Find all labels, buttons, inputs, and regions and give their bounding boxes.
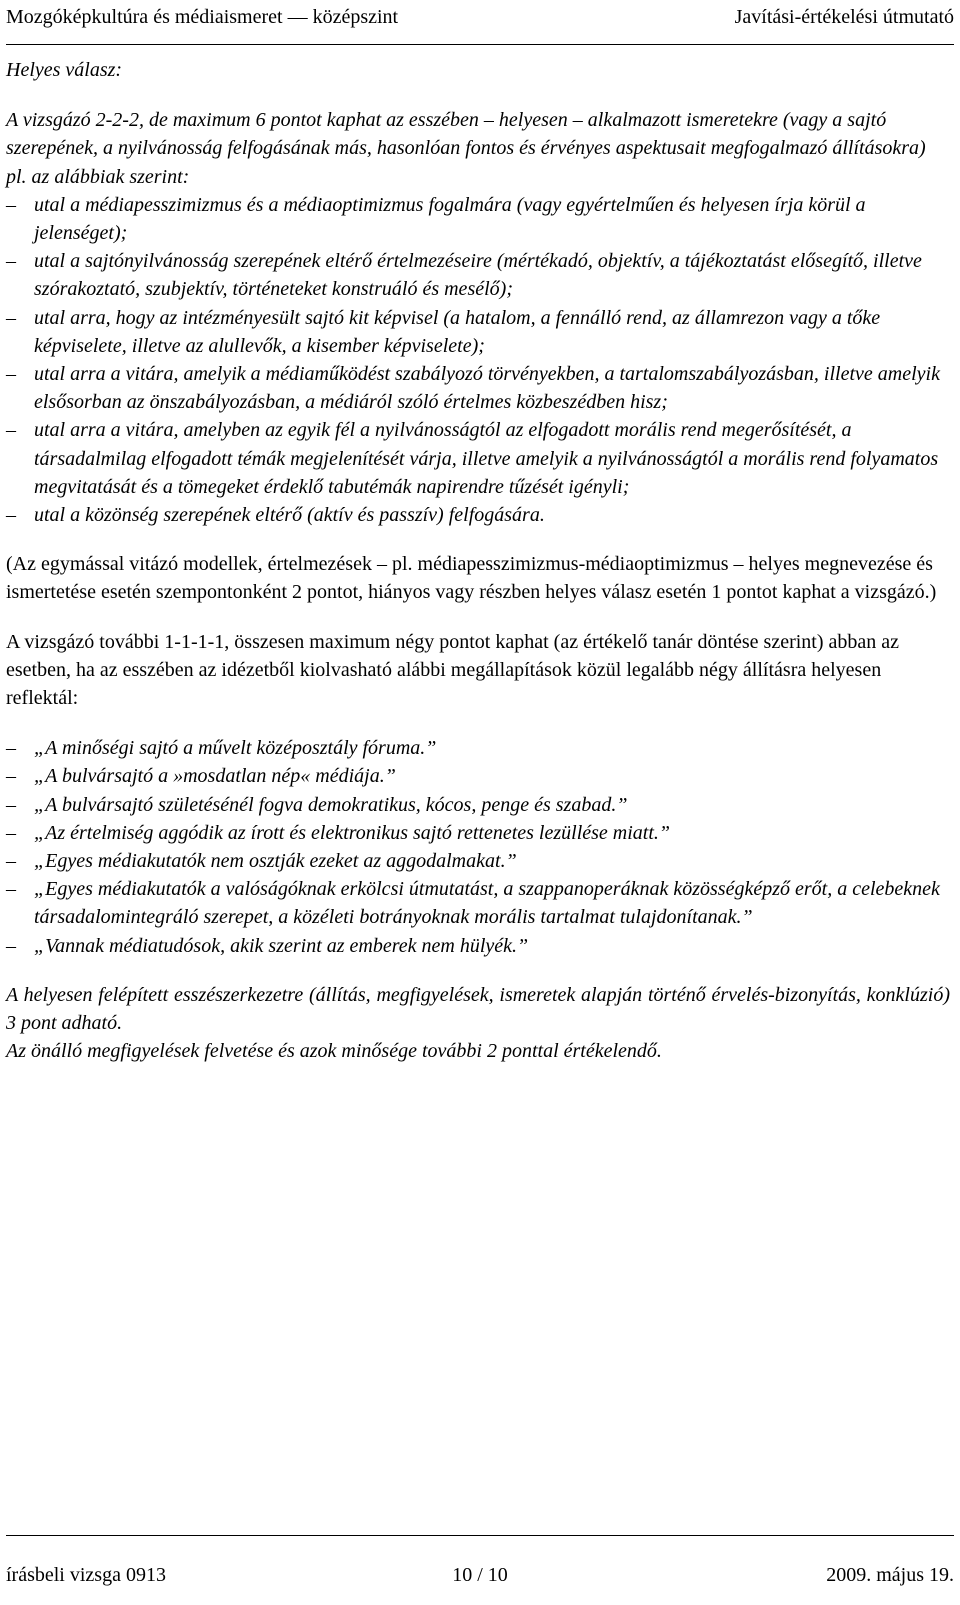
list-item	[6, 734, 950, 762]
extra-points-paragraph: A vizsgázó további 1-1-1-1, összesen maximum négy pontot kaphat (az értékelő tanár döntése szerint) abban az esetben, ha az esszében az idézetből kiolvasható alábbi megállapítások közül legalább négy állításra helyesen reflektál:	[6, 630, 900, 710]
dash-bullet: –	[6, 363, 16, 386]
dash-bullet: –	[6, 306, 16, 329]
criterion-text: utal arra, hogy az intézményesült sajtó kit képvisel (a hatalom, a fennálló rend, az államrezon vagy a tőke képviselete, illetve az alullevők, a kisember képviselete);	[34, 306, 881, 357]
quote-text: „Vannak médiatudósok, akik szerint az emberek nem hülyék.”	[34, 934, 529, 957]
list-item	[6, 304, 950, 360]
quote-text: „Egyes médiakutatók nem osztják ezeket az aggodalmakat.”	[34, 850, 517, 873]
dash-bullet: –	[6, 765, 16, 788]
list-item	[6, 501, 950, 529]
dash-bullet: –	[6, 193, 16, 216]
dash-bullet: –	[6, 934, 16, 957]
list-item	[6, 191, 950, 247]
criterion-text: utal arra a vitára, amelyben az egyik fél a nyilvánosságtól az elfogadott morális rend megerősítését, a társadalmilag elfogadott témák megjelenítését várja, illetve amelyik a nyilvánosságtól a morális rend folyamatos megvitatását és a tömegeket érdeklő tabutémák napirendre tűzését igényli;	[34, 419, 939, 498]
quote-list	[6, 734, 950, 960]
dash-bullet: –	[6, 250, 16, 273]
dash-bullet: –	[6, 821, 16, 844]
list-item	[6, 360, 950, 416]
footer-date: 2009. május 19.	[826, 1564, 954, 1586]
list-item	[6, 875, 950, 931]
page-content	[6, 56, 950, 1066]
list-item	[6, 416, 950, 501]
dash-bullet: –	[6, 504, 16, 527]
quote-text: „Az értelmiség aggódik az írott és elektronikus sajtó rettenetes lezüllése miatt.”	[34, 821, 671, 844]
criterion-text: utal a sajtónyilvánosság szerepének eltérő értelmezéseire (mértékadó, objektív, a tájékoztatást elősegítő, illetve szórakoztató, szubjektív, történeteket konstruáló és mesélő);	[34, 250, 922, 301]
list-item	[6, 247, 950, 303]
footer-exam-code: írásbeli vizsga 0913	[6, 1564, 166, 1586]
header-subject: Mozgóképkultúra és médiaismeret — középszint	[6, 6, 399, 28]
list-item	[6, 932, 950, 960]
dash-bullet: –	[6, 419, 16, 442]
quote-text: „A minőségi sajtó a művelt középosztály fóruma.”	[34, 737, 437, 760]
criterion-text: utal a közönség szerepének eltérő (aktív és passzív) felfogására.	[34, 504, 545, 527]
criterion-text: utal arra a vitára, amelyik a médiaműködést szabályozó törvényekben, a tartalomszabályozásban, illetve amelyik elsősorban az önszabályozásban, a médiáról szóló értelmes közbeszédben hisz;	[34, 363, 940, 414]
quote-text: „A bulvársajtó a »mosdatlan nép« médiája.”	[34, 765, 396, 788]
dash-bullet: –	[6, 793, 16, 816]
list-item	[6, 819, 950, 847]
list-item	[6, 791, 950, 819]
dash-bullet: –	[6, 850, 16, 873]
page-header	[6, 0, 954, 45]
criterion-text: utal a médiapesszimizmus és a médiaoptimizmus fogalmára (vagy egyértelműen és helyesen írja körül a jelenséget);	[34, 193, 866, 245]
criteria-list	[6, 191, 950, 529]
quote-text: „Egyes médiakutatók a valóságóknak erkölcsi útmutatást, a szappanoperáknak közösségképző erőt, a celebeknek társadalomintegráló szerepet, a közéleti botrányoknak morális tartalmat tulajdonítanak.”	[34, 878, 940, 929]
scoring-note: (Az egymással vitázó modellek, értelmezések – pl. médiapesszimizmus-médiaoptimizmus – helyes megnevezése és ismertetése esetén szempontonként 2 pontot, hiányos vagy részben helyes válasz esetén 1 pontot kaphat a vizsgázó.)	[6, 553, 937, 604]
intro-paragraph: A vizsgázó 2-2-2, de maximum 6 pontot kaphat az esszében – helyesen – alkalmazott ismeretekre (vagy a sajtó szerepének, a nyilvánosság felfogásának más, hasonlóan fontos és érvényes aspektusait megfogalmazó állításokra) pl. az alábbiak szerint:	[6, 109, 926, 188]
header-doc-type: Javítási-értékelési útmutató	[734, 6, 954, 28]
page-footer	[6, 1535, 954, 1596]
section-title: Helyes válasz:	[6, 59, 123, 81]
footer-page-number: 10 / 10	[452, 1564, 508, 1586]
observation-points-paragraph: Az önálló megfigyelések felvetése és azok minősége további 2 ponttal értékelendő.	[6, 1040, 662, 1063]
dash-bullet: –	[6, 737, 16, 760]
dash-bullet: –	[6, 878, 16, 901]
list-item	[6, 847, 950, 875]
list-item	[6, 762, 950, 790]
structure-points-paragraph: A helyesen felépített esszészerkezetre (állítás, megfigyelések, ismeretek alapján történő érvelés-bizonyítás, konklúzió) 3 pont adható.	[6, 983, 950, 1035]
quote-text: „A bulvársajtó születésénél fogva demokratikus, kócos, penge és szabad.”	[34, 793, 628, 816]
